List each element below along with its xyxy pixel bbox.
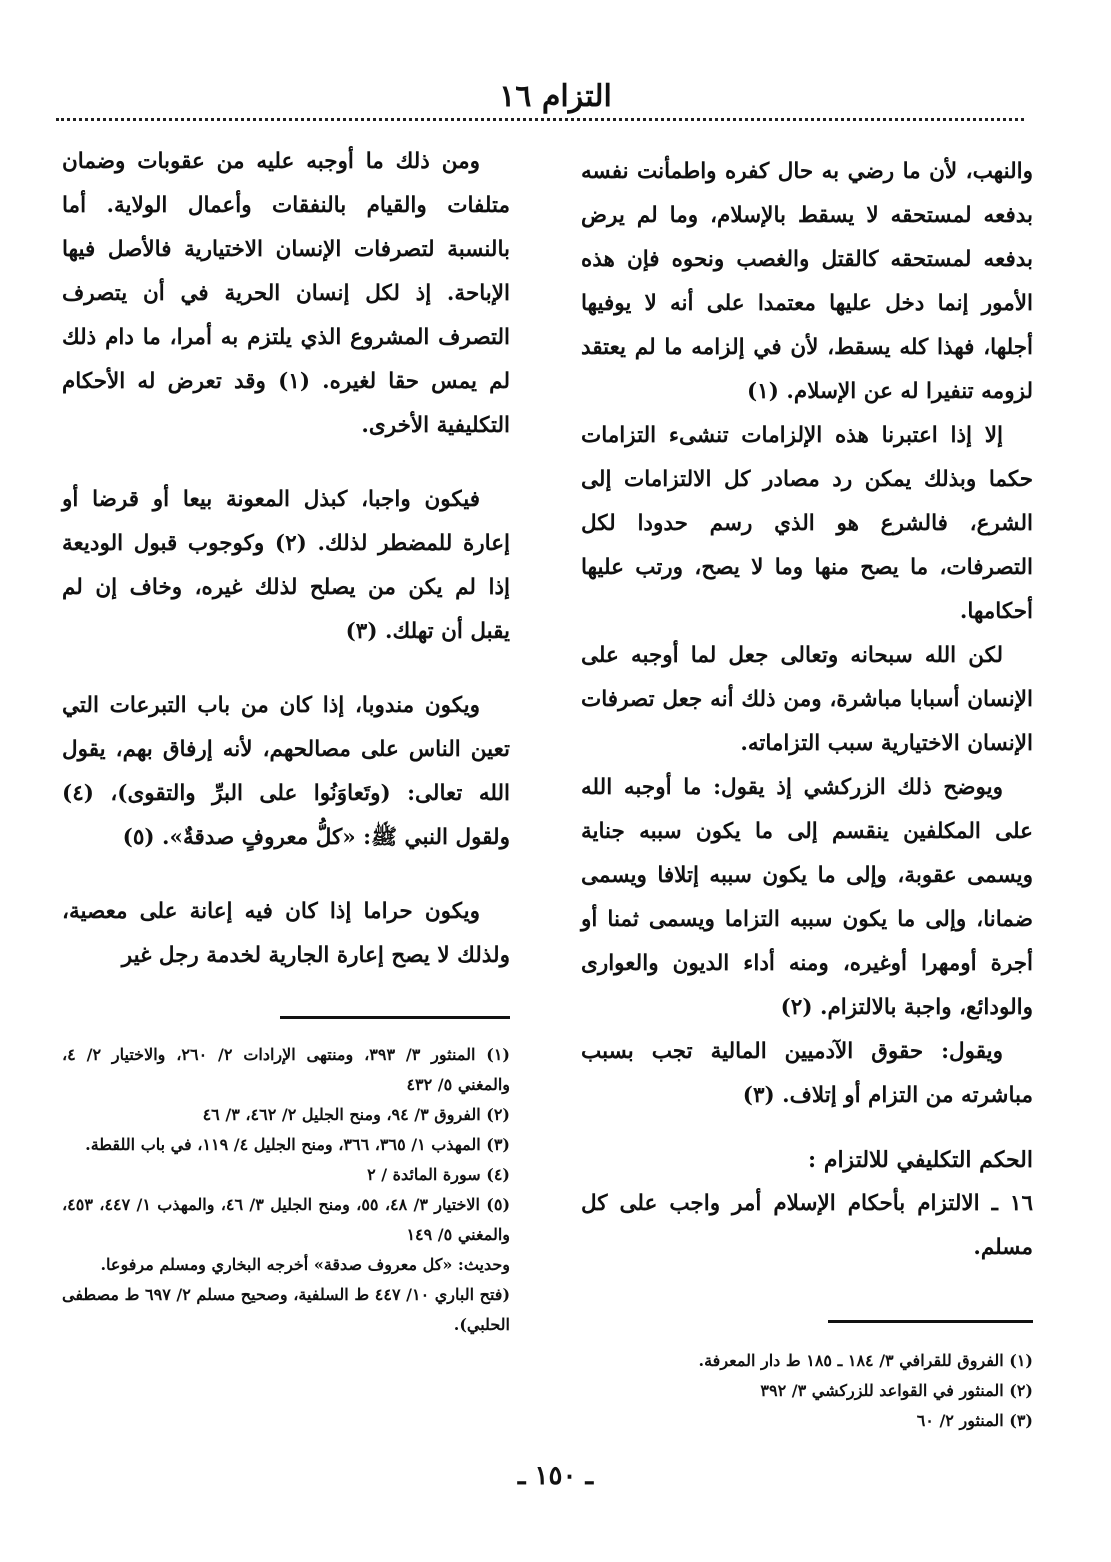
paragraph-gap xyxy=(62,448,510,478)
left-footnote-5-hadith: وحديث: «كل معروف صدقة» أخرجه البخاري ومسلم مرفوعا. xyxy=(100,1255,510,1274)
left-footnote-4: (٤) سورة المائدة / ٢ xyxy=(367,1165,510,1184)
page-number: ـ ١٥٠ ـ xyxy=(517,1461,594,1491)
left-footnote-5: (٥) الاختيار ٣/ ٤٨، ٥٥، ومنح الجليل ٣/ ٤٦، والمهذب ١/ ٤٤٧، ٤٥٣، والمغني ٥/ ١٤٩ xyxy=(62,1195,511,1244)
left-paragraph-4: ويكون حراما إذا كان فيه إعانة على معصية، ولذلك لا يصح إعارة الجارية لخدمة رجل غير xyxy=(62,899,510,968)
left-paragraph-1: ومن ذلك ما أوجبه عليه من عقوبات وضمان متلفات والقيام بالنفقات وأعمال الولاية. أما بالنسبة لتصرفات الإنسان الاختيارية فالأصل فيها الإباحة. إذ لكل إنسان الحرية في أن يتصرف التصرف المشروع الذي يلتزم به أمرا، ما دام ذلك لم يمس حقا لغيره. (١) وقد تعرض له الأحكام التكليفية الأخرى. xyxy=(62,149,510,438)
left-footnote-3: (٣) المهذب ١/ ٣٦٥، ٣٦٦، ومنح الجليل ٤/ ١١٩، في باب اللقطة. xyxy=(85,1135,510,1154)
right-paragraph-2: إلا إذا اعتبرنا هذه الإلزامات تنشىء التزامات حكما وبذلك يمكن رد مصادر كل الالتزامات إلى الشرع، فالشرع هو الذي رسم حدودا لكل التصرفات، ما يصح منها وما لا يصح، ورتب عليها أحكامها. xyxy=(581,423,1033,624)
left-paragraph-3: ويكون مندوبا، إذا كان من باب التبرعات التي تعين الناس على مصالحهم، لأنه إرفاق بهم، يقول الله تعالى: (وتَعاوَنُوا على البرِّ والتقوى)، (٤) ولقول النبي ﷺ: «كلُّ معروفٍ صدقةٌ». (٥) xyxy=(62,693,510,850)
right-footnote-2: (٢) المنثور في القواعد للزركشي ٣/ ٣٩٢ xyxy=(760,1381,1033,1400)
right-paragraph-1: والنهب، لأن ما رضي به حال كفره واطمأنت نفسه بدفعه لمستحقه لا يسقط بالإسلام، وما لم يرض بدفعه لمستحقه كالقتل والغصب ونحوه فإن هذه الأمور إنما دخل عليها معتمدا على أنه لا يوفيها أجلها، فهذا كله يسقط، لأن في إلزامه ما لم يعتقد لزومه تنفيرا له عن الإسلام. (١) xyxy=(581,159,1033,404)
right-footnote-1: (١) الفروق للقرافي ٣/ ١٨٤ ـ ١٨٥ ط دار المعرفة. xyxy=(698,1351,1033,1370)
left-footnote-1: (١) المنثور ٣/ ٣٩٣، ومنتهى الإرادات ٢/ ٢٦٠، والاختيار ٢/ ٤، والمغني ٥/ ٤٣٢ xyxy=(62,1045,510,1094)
running-header: التزام ١٦ xyxy=(499,79,612,114)
left-column xyxy=(62,140,510,978)
right-paragraph-3: لكن الله سبحانه وتعالى جعل لما أوجبه على الإنسان أسبابا مباشرة، ومن ذلك أنه جعل تصرفات الإنسان الاختيارية سبب التزاماته. xyxy=(581,643,1033,756)
left-footnote-2: (٢) الفروق ٣/ ٩٤، ومنح الجليل ٢/ ٤٦٢، ٣/ ٤٦ xyxy=(202,1105,510,1124)
right-footnote-rule xyxy=(828,1320,1033,1323)
numbered-paragraph-16: ١٦ ـ الالتزام بأحكام الإسلام أمر واجب على كل مسلم. xyxy=(581,1191,1033,1260)
paragraph-gap xyxy=(62,654,510,684)
paragraph-gap xyxy=(62,860,510,890)
left-footnote-rule xyxy=(280,1016,510,1019)
left-footnotes xyxy=(62,1040,510,1340)
left-paragraph-2: فيكون واجبا، كبذل المعونة بيعا أو قرضا أو إعارة للمضطر لذلك. (٢) وكوجوب قبول الوديعة إذا لم يكن من يصلح لذلك غيره، وخاف إن لم يقبل أن تهلك. (٣) xyxy=(62,487,510,644)
right-paragraph-4: ويوضح ذلك الزركشي إذ يقول: ما أوجبه الله على المكلفين ينقسم إلى ما يكون سببه جناية ويسمى عقوبة، وإلى ما يكون سببه إتلافا ويسمى ضمانا، وإلى ما يكون سببه التزاما ويسمى ثمنا أو أجرة أومهرا أوغيره، ومنه أداء الديون والعوارى والودائع، واجبة بالالتزام. (٢) xyxy=(581,775,1033,1020)
right-footnote-3: (٣) المنثور ٢/ ٦٠ xyxy=(916,1411,1033,1430)
section-heading: الحكم التكليفي للالتزام : xyxy=(808,1147,1033,1173)
left-footnote-5-source: (فتح الباري ١٠/ ٤٤٧ ط السلفية، وصحيح مسلم ٢/ ٦٩٧ ط مصطفى الحلبي). xyxy=(62,1285,511,1334)
header-dotted-rule xyxy=(56,118,1024,121)
right-paragraph-5: ويقول: حقوق الآدميين المالية تجب بسبب مباشرته من التزام أو إتلاف. (٣) xyxy=(581,1039,1033,1108)
right-column xyxy=(581,150,1033,1270)
right-footnotes xyxy=(581,1346,1033,1436)
